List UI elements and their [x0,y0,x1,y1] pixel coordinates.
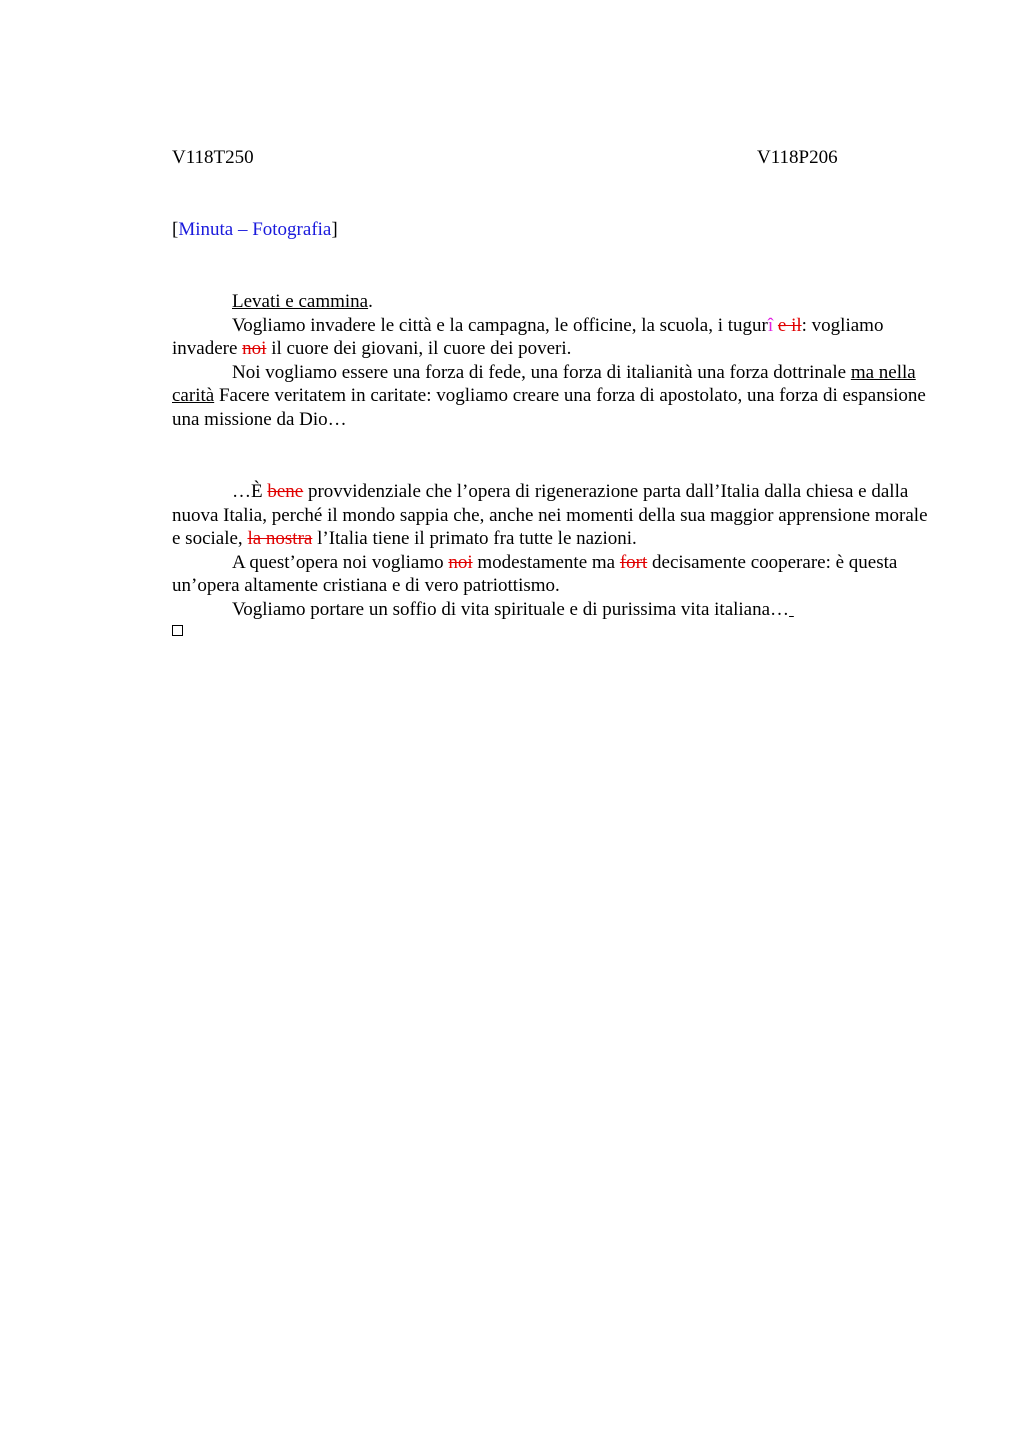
text-run: A quest’opera noi vogliamo [232,551,449,573]
source-close-bracket: ] [331,219,338,240]
paragraph-cooperare [172,551,932,598]
text-run: : vogliamo invadere [172,314,884,360]
deleted-text: noi [448,551,473,573]
paragraph-invadere [172,314,932,361]
text-run: Facere veritatem in caritate: vogliamo creare una forza di apostolato, una forza di espansione una missione da Dio… [172,385,926,430]
section-title [172,290,932,314]
paragraph-soffio [172,598,932,622]
document-reference-right: V118P206 [757,147,838,168]
text-run: il cuore dei giovani, il cuore dei poveri. [266,338,572,360]
paragraph-provvidenziale [172,480,932,551]
text-run: decisamente cooperare: è questa un’opera altamente cristiana e di vero patriottismo. [172,551,898,597]
empty-square-icon [172,625,183,636]
paragraph-forza [172,361,932,432]
text-run: provvidenziale che l’opera di rigenerazione parta dall’Italia dalla chiesa e dalla nuova Italia, perché il mondo sappia che, anche nei momenti della sua maggior apprensione morale e sociale, [172,481,928,550]
source-label: Minuta – Fotografia [178,219,332,240]
deleted-text: noi [242,338,267,360]
text-run: Vogliamo portare un soffio di vita spirituale e di purissima vita italiana… [232,598,790,620]
title-period: . [368,291,373,312]
text-run: l’Italia tiene il primato fra tutte le nazioni. [312,528,637,550]
deleted-text: bene [267,481,304,502]
deleted-text: la nostra [247,528,313,550]
text-run: modestamente ma [472,551,620,573]
document-reference-left: V118T250 [172,147,254,168]
source-open-bracket: [ [172,219,179,240]
text-run: …È [232,481,268,502]
text-section-1 [172,290,932,432]
underlined-text: ma nella carità [172,361,916,407]
underlined-space [789,599,794,620]
deleted-text: fort [619,551,648,573]
source-note [172,218,338,242]
text-section-2 [172,480,932,622]
text-run: Noi vogliamo essere una forza di fede, una forza di italianità una forza dottrinale [232,361,851,383]
text-run: Vogliamo invadere le città e la campagna, le officine, la scuola, i tugur [232,314,768,336]
title-text: Levati e cammina [232,291,369,312]
inserted-text: î [767,314,774,336]
deleted-text: e il [777,314,802,336]
